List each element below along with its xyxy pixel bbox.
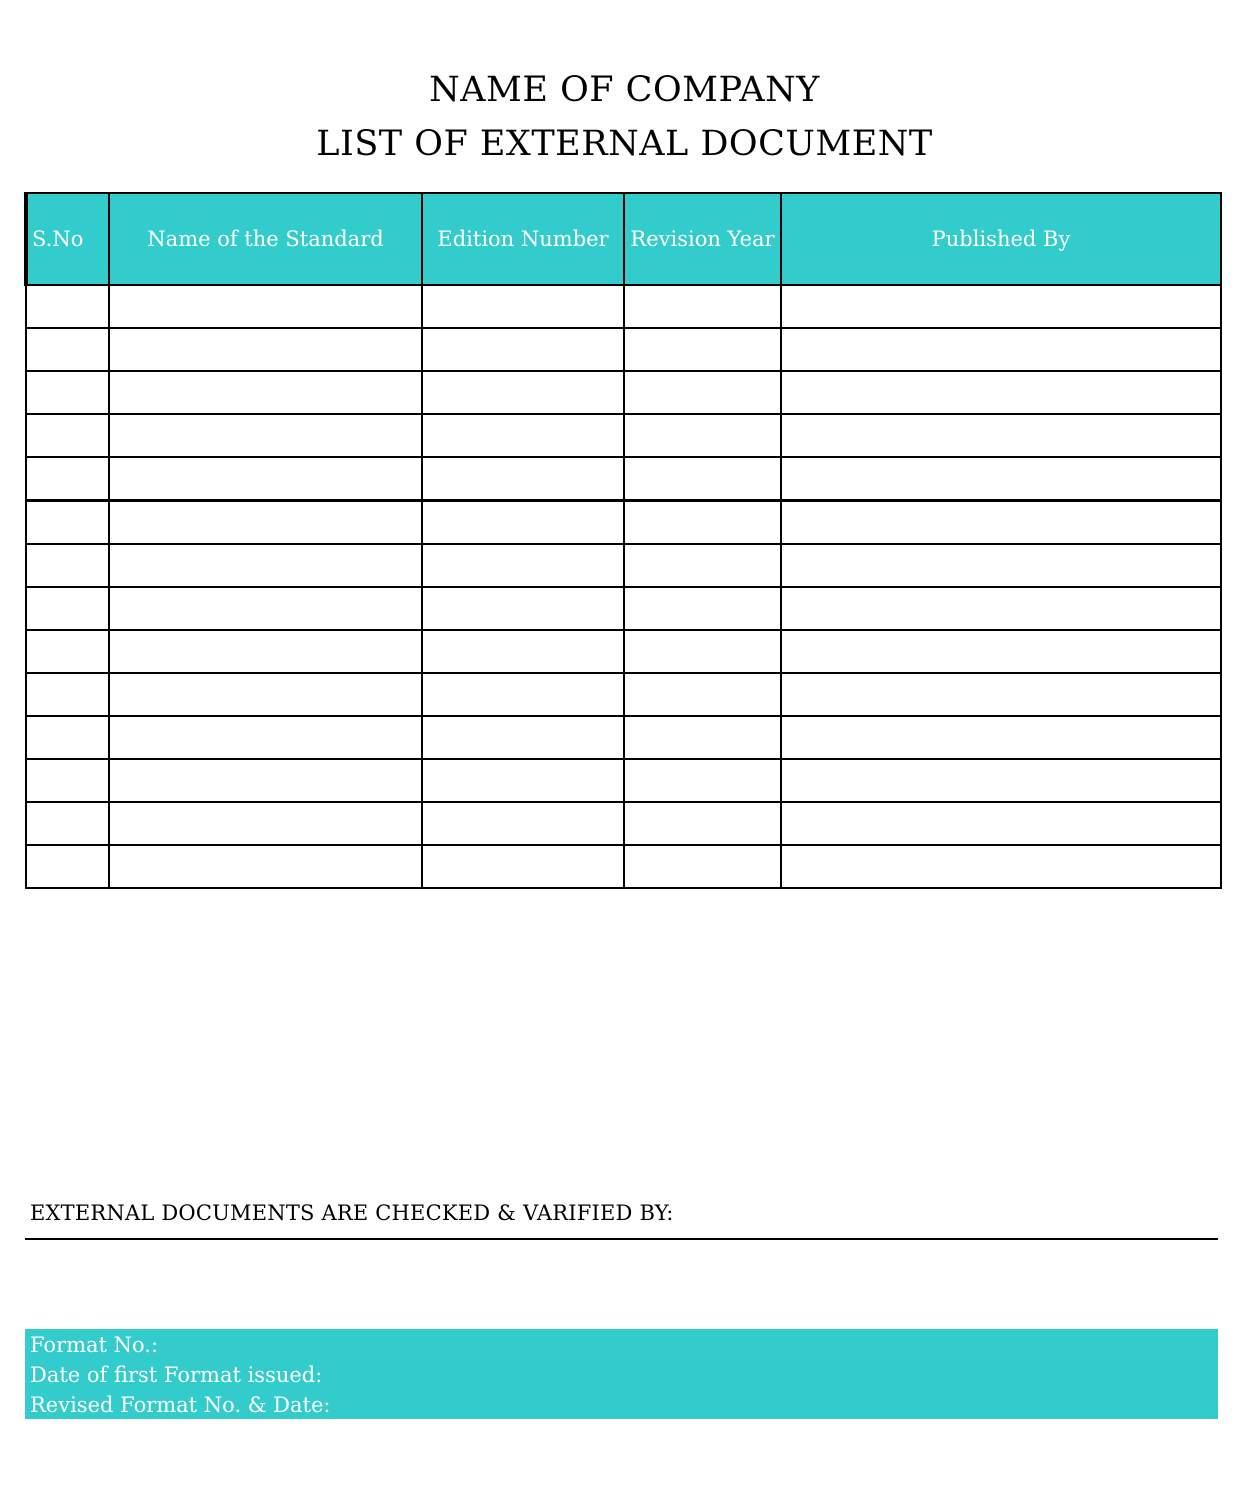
cell-published-by[interactable] (781, 371, 1221, 414)
table-header-row (26, 193, 1221, 285)
cell-edition-number[interactable] (422, 716, 624, 759)
header-sno: S.No (26, 193, 109, 285)
cell-sno[interactable] (26, 501, 109, 545)
cell-standard-name[interactable] (109, 802, 422, 845)
cell-edition-number[interactable] (422, 630, 624, 673)
table-row (26, 371, 1221, 414)
table-row (26, 285, 1221, 328)
cell-standard-name[interactable] (109, 587, 422, 630)
cell-edition-number[interactable] (422, 328, 624, 371)
cell-sno[interactable] (26, 673, 109, 716)
cell-standard-name[interactable] (109, 414, 422, 457)
cell-sno[interactable] (26, 285, 109, 328)
cell-revision-year[interactable] (624, 716, 781, 759)
external-document-table (24, 192, 1222, 889)
cell-standard-name[interactable] (109, 845, 422, 888)
header-standard-name: Name of the Standard (109, 193, 422, 285)
company-name: NAME OF COMPANY (429, 70, 820, 110)
cell-revision-year[interactable] (624, 673, 781, 716)
cell-sno[interactable] (26, 802, 109, 845)
cell-revision-year[interactable] (624, 630, 781, 673)
cell-revision-year[interactable] (624, 544, 781, 587)
cell-published-by[interactable] (781, 802, 1221, 845)
revised-format-label: Revised Format No. & Date: (30, 1393, 331, 1417)
table-row (26, 457, 1221, 501)
table-row (26, 716, 1221, 759)
cell-sno[interactable] (26, 328, 109, 371)
table-row (26, 587, 1221, 630)
cell-standard-name[interactable] (109, 371, 422, 414)
cell-sno[interactable] (26, 414, 109, 457)
table-row (26, 845, 1221, 888)
cell-edition-number[interactable] (422, 802, 624, 845)
cell-revision-year[interactable] (624, 845, 781, 888)
cell-standard-name[interactable] (109, 759, 422, 802)
cell-standard-name[interactable] (109, 328, 422, 371)
cell-standard-name[interactable] (109, 716, 422, 759)
cell-published-by[interactable] (781, 759, 1221, 802)
cell-standard-name[interactable] (109, 544, 422, 587)
cell-edition-number[interactable] (422, 501, 624, 545)
cell-edition-number[interactable] (422, 673, 624, 716)
cell-revision-year[interactable] (624, 285, 781, 328)
cell-revision-year[interactable] (624, 414, 781, 457)
table-row (26, 328, 1221, 371)
cell-sno[interactable] (26, 716, 109, 759)
header-revision-year: Revision Year (624, 193, 781, 285)
cell-published-by[interactable] (781, 414, 1221, 457)
table-row (26, 673, 1221, 716)
cell-published-by[interactable] (781, 587, 1221, 630)
cell-edition-number[interactable] (422, 544, 624, 587)
format-number-label: Format No.: (30, 1333, 159, 1357)
cell-revision-year[interactable] (624, 328, 781, 371)
table-row (26, 802, 1221, 845)
cell-revision-year[interactable] (624, 802, 781, 845)
cell-standard-name[interactable] (109, 673, 422, 716)
cell-standard-name[interactable] (109, 630, 422, 673)
cell-standard-name[interactable] (109, 285, 422, 328)
signature-line[interactable] (25, 1238, 1218, 1240)
cell-sno[interactable] (26, 544, 109, 587)
cell-edition-number[interactable] (422, 759, 624, 802)
cell-sno[interactable] (26, 845, 109, 888)
table-row (26, 414, 1221, 457)
cell-revision-year[interactable] (624, 587, 781, 630)
verified-by-label: EXTERNAL DOCUMENTS ARE CHECKED & VARIFIED BY: (30, 1201, 674, 1225)
cell-edition-number[interactable] (422, 845, 624, 888)
table-row (26, 630, 1221, 673)
cell-edition-number[interactable] (422, 371, 624, 414)
cell-sno[interactable] (26, 630, 109, 673)
cell-published-by[interactable] (781, 328, 1221, 371)
document-title: LIST OF EXTERNAL DOCUMENT (316, 124, 933, 164)
table-row (26, 501, 1221, 545)
cell-published-by[interactable] (781, 285, 1221, 328)
cell-published-by[interactable] (781, 630, 1221, 673)
cell-standard-name[interactable] (109, 457, 422, 501)
cell-revision-year[interactable] (624, 457, 781, 501)
cell-revision-year[interactable] (624, 371, 781, 414)
cell-published-by[interactable] (781, 716, 1221, 759)
header-edition-number: Edition Number (422, 193, 624, 285)
cell-standard-name[interactable] (109, 501, 422, 545)
cell-edition-number[interactable] (422, 414, 624, 457)
cell-published-by[interactable] (781, 845, 1221, 888)
cell-sno[interactable] (26, 457, 109, 501)
cell-edition-number[interactable] (422, 457, 624, 501)
cell-sno[interactable] (26, 371, 109, 414)
cell-edition-number[interactable] (422, 285, 624, 328)
cell-published-by[interactable] (781, 457, 1221, 501)
table-row (26, 759, 1221, 802)
cell-edition-number[interactable] (422, 587, 624, 630)
format-info-box (25, 1329, 1218, 1419)
cell-published-by[interactable] (781, 501, 1221, 545)
cell-sno[interactable] (26, 587, 109, 630)
cell-published-by[interactable] (781, 673, 1221, 716)
table-row (26, 544, 1221, 587)
header-published-by: Published By (781, 193, 1221, 285)
first-issued-date-label: Date of first Format issued: (30, 1363, 323, 1387)
cell-revision-year[interactable] (624, 501, 781, 545)
cell-sno[interactable] (26, 759, 109, 802)
cell-revision-year[interactable] (624, 759, 781, 802)
cell-published-by[interactable] (781, 544, 1221, 587)
